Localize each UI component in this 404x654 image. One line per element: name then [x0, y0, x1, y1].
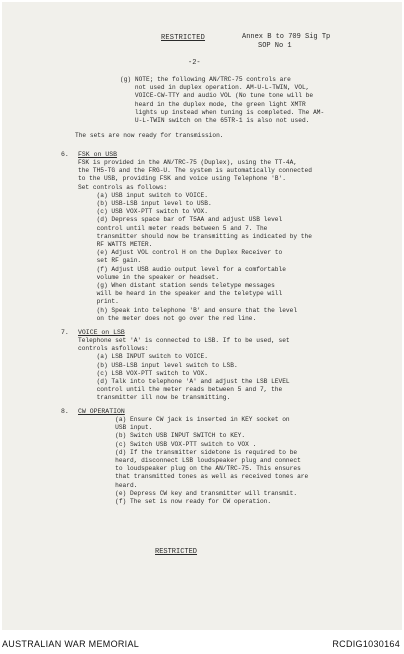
note-g-paragraph: (g) NOTE; the following AN/TRC-75 controls are not used in duplex operation. AM-U-L-TWIN, VOL, VOICE-CW-TTY and audio VOL (No tune tone will be heard in the duplex mode, the green light XMTR lights up instead when tuning is completed. The AM- U-L-TWIN switch on the 65TR-1 is also not used.	[120, 76, 325, 125]
section-7-body: Telephone set 'A' is connected to LSB. If to be used, set controls asfollows: (a) LSB INPUT switch to VOICE. (b) USB-LSB input level switch to LSB. (c) LSB VOX-PTT switch to VOX. (d) Talk into telephone 'A' and adjust the LSB LEVEL control until the meter reads between 5 and 7, the transmitter ill now be transmitting.	[78, 337, 290, 402]
section-7-number: 7.	[61, 329, 69, 336]
annex-line: Annex B to 709 Sig Tp	[242, 33, 331, 41]
page-number: -2-	[188, 59, 201, 67]
section-7-title: VOICE on LSB	[78, 329, 125, 336]
section-8-body: (a) Ensure CW jack is inserted in KEY socket on USB input. (b) Switch USB INPUT SWITCH to KEY. (c) Switch USB VOX-PTT switch to VOX . (d) If the transmitter sidetone is required to be heard, disconnect LSB loudspeaker plug and connect to loudspeaker plug on the AN/TRC-75. This ensures that transmitted tones as well as received tones are heard. (e) Depress CW key and transmitter will transmit. (f) The set is now ready for CW operation.	[115, 416, 309, 506]
ready-line: The sets are now ready for transmission.	[75, 132, 224, 139]
document-page	[2, 2, 402, 630]
section-8-number: 8.	[61, 408, 69, 415]
section-8-title: CW OPERATION	[78, 408, 125, 415]
header-classification: RESTRICTED	[161, 34, 206, 42]
archive-footer	[0, 636, 404, 654]
archive-reference: RCDIG1030164	[332, 639, 400, 649]
header-annex-block	[242, 33, 330, 51]
section-6-body: FSK is provided in the AN/TRC-75 (Duplex), using the TT-4A, the TH5-TG and the FRG-U. The system is automatically connected to the USB, providing FSK and voice using Telephone 'B'. Set controls as follows: (a) USB input switch to VOICE. (b) USB-LSB input level to USB. (c) USB VOX-PTT switch to VOX. (d) Depress space bar of T5AA and adjust USB level control until meter reads between 5 and 7. The transmitter should now be transmitting as indicated by the RF WATTS METER. (e) Adjust VOL control H on the Duplex Receiver to set RF gain. (f) Adjust USB audio output level for a comfortable volume in the speaker or headset. (g) When distant station sends teletype messages will be heard in the speaker and the teletype will print. (h) Speak into telephone 'B' and ensure that the level on the meter does not go over the red line.	[78, 159, 312, 322]
sop-line: SOP No 1	[258, 42, 292, 50]
archive-name: AUSTRALIAN WAR MEMORIAL	[2, 639, 140, 649]
section-6-number: 6.	[61, 151, 69, 158]
footer-classification: RESTRICTED	[155, 548, 198, 556]
section-6-title: FSK on USB	[78, 151, 118, 158]
